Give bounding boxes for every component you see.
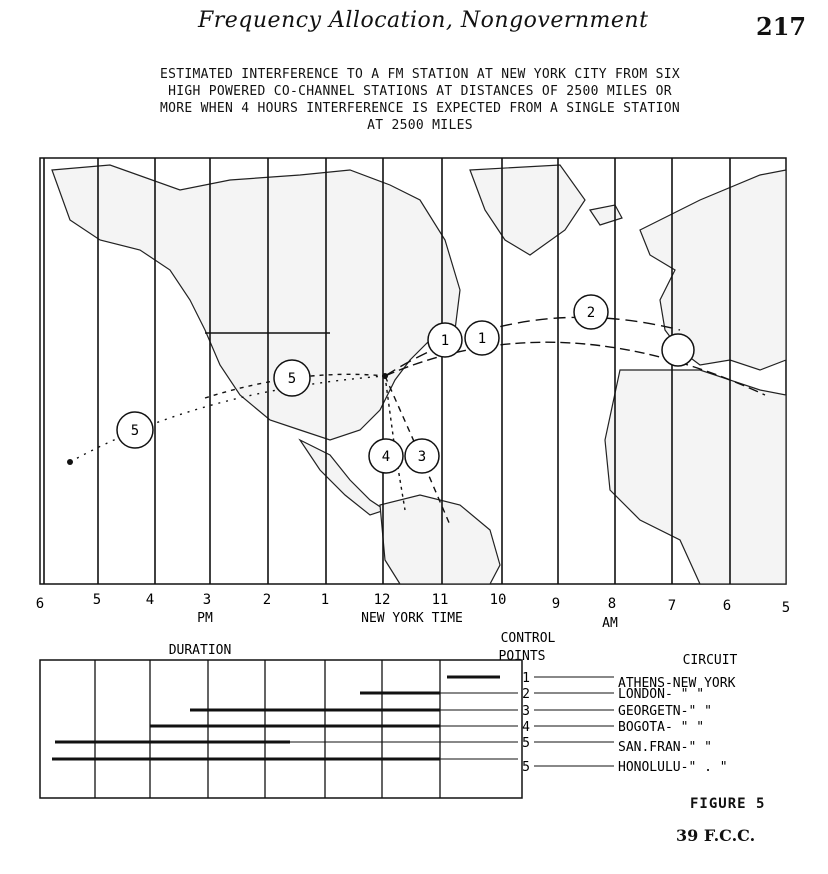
control-points-heading: POINTS (498, 649, 546, 664)
duration-chart (40, 631, 738, 798)
south-america-land (380, 495, 500, 584)
landmasses (52, 165, 786, 584)
running-head-title: Frequency Allocation, Nongovernment (198, 8, 649, 33)
new-york-time-label: NEW YORK TIME (361, 611, 463, 626)
europe-land (640, 170, 786, 370)
am-label: AM (602, 616, 618, 631)
pm-label: PM (197, 611, 213, 626)
leader-lines (290, 677, 614, 766)
hour-tick: 6 (722, 598, 732, 614)
control-point-number: 1 (522, 671, 530, 686)
circuit-name: SAN.FRAN-" " (618, 740, 712, 755)
circuit-name: BOGOTA- " " (618, 720, 705, 735)
marker-5b (117, 412, 153, 448)
hour-tick: 7 (667, 598, 677, 614)
hour-tick: 2 (262, 592, 272, 608)
hour-tick: 3 (202, 592, 212, 608)
africa-land (605, 370, 786, 584)
caption-line: AT 2500 MILES (367, 118, 473, 133)
control-point-number: 5 (522, 760, 530, 775)
circuit-heading: CIRCUIT (682, 653, 738, 668)
hour-tick: 5 (92, 592, 102, 608)
honolulu-dot (67, 459, 73, 465)
hour-tick: 4 (145, 592, 155, 608)
marker-label: 1 (440, 333, 450, 349)
caption-line: MORE WHEN 4 HOURS INTERFERENCE IS EXPECTED FROM A SINGLE STATION (159, 101, 681, 116)
control-points-heading: CONTROL (500, 631, 556, 646)
hour-tick: 10 (489, 592, 507, 608)
duration-heading: DURATION (168, 643, 232, 658)
marker-1a (428, 323, 462, 357)
marker-label: 5 (130, 423, 140, 439)
hour-tick: 1 (320, 592, 330, 608)
duration-bars (52, 677, 500, 759)
hour-tick-labels (36, 592, 790, 631)
marker-4 (369, 439, 403, 473)
greenland-land (470, 165, 585, 255)
marker-3 (405, 439, 439, 473)
marker-label: 3 (417, 449, 427, 465)
north-america-land (52, 165, 460, 440)
hour-tick: 6 (35, 596, 45, 612)
london-ring (662, 334, 694, 366)
circuit-name: HONOLULU-" . " (618, 760, 728, 775)
marker-label: 4 (381, 449, 391, 465)
page-number: 217 (756, 12, 807, 41)
citation: 39 F.C.C. (676, 826, 756, 845)
circuit-name: GEORGETN-" " (618, 704, 712, 719)
circuit-name: LONDON- " " (618, 687, 705, 702)
iceland-land (590, 205, 622, 225)
control-point-number: 4 (522, 720, 530, 735)
marker-label: 1 (477, 331, 487, 347)
hour-tick: 8 (607, 596, 617, 612)
control-point-number: 2 (522, 687, 530, 702)
duration-gridlines (95, 660, 440, 798)
new-york-dot (382, 373, 388, 379)
hour-tick: 5 (781, 600, 791, 616)
hour-tick: 11 (431, 592, 449, 608)
caption-line: HIGH POWERED CO-CHANNEL STATIONS AT DISTANCES OF 2500 MILES OR (168, 84, 672, 99)
circuit-name: ATHENS-NEW YORK (618, 676, 736, 691)
marker-1b (465, 321, 499, 355)
marker-5a (274, 360, 310, 396)
figure-label: FIGURE 5 (690, 796, 766, 812)
control-point-number: 5 (522, 736, 530, 751)
caption-line: ESTIMATED INTERFERENCE TO A FM STATION AT NEW YORK CITY FROM SIX (159, 67, 681, 82)
marker-label: 5 (287, 371, 297, 387)
duration-frame (40, 660, 522, 798)
control-point-number: 3 (522, 704, 530, 719)
hour-tick: 9 (551, 596, 561, 612)
marker-label: 2 (586, 305, 596, 321)
hour-tick: 12 (373, 592, 391, 608)
marker-2 (574, 295, 608, 329)
